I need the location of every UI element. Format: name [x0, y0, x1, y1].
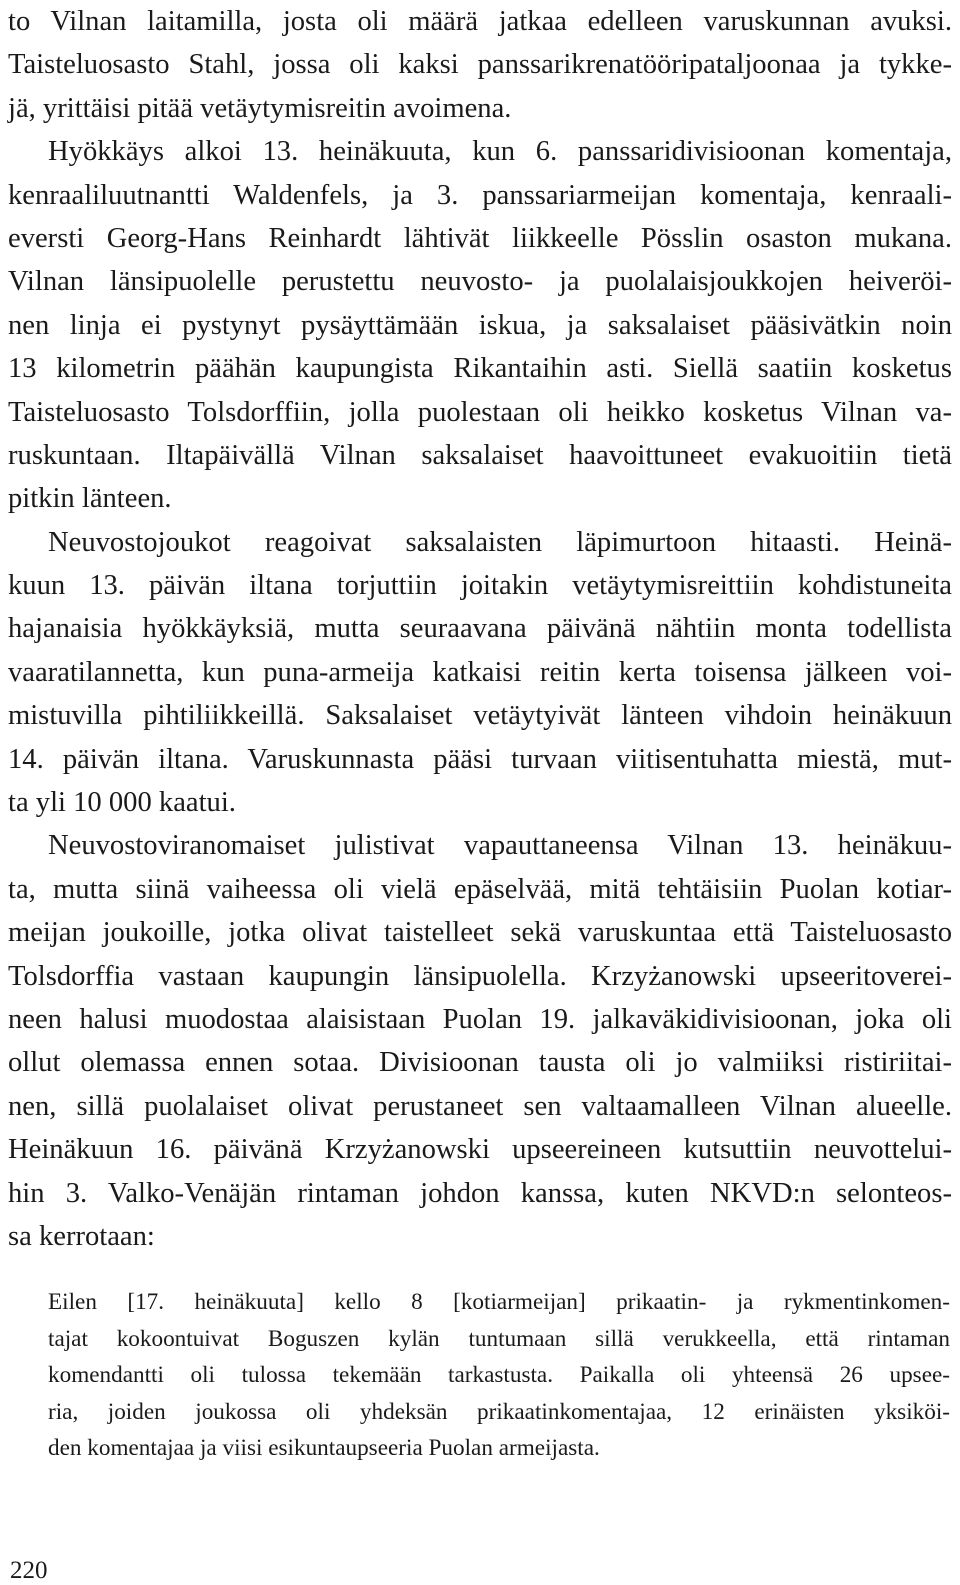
quote-line: tajat kokoontuivat Boguszen kylän tuntumaan sillä verukkeella, että rintaman	[48, 1325, 950, 1352]
body-line: Neuvostoviranomaiset julistivat vapauttaneensa Vilnan 13. heinäkuu-	[48, 830, 952, 862]
block-quote	[48, 1284, 950, 1467]
body-line: ollut olemassa ennen sotaa. Divisioonan tausta oli jo valmiiksi ristiriitai-	[8, 1047, 952, 1079]
body-line: ta, mutta siinä vaiheessa oli vielä epäselvää, mitä tehtäisiin Puolan kotiar-	[8, 873, 952, 905]
body-line: 14. päivän iltana. Varuskunnasta pääsi turvaan viitisentuhatta miestä, mut-	[8, 743, 952, 775]
body-line: hin 3. Valko-Venäjän rintaman johdon kanssa, kuten NKVD:n selonteos-	[8, 1177, 952, 1209]
body-line: Heinäkuun 16. päivänä Krzyżanowski upseereineen kutsuttiin neuvottelui-	[8, 1134, 952, 1166]
body-line: ta yli 10 000 kaatui.	[8, 787, 236, 819]
body-line: kuun 13. päivän iltana torjuttiin joitakin vetäytymisreittiin kohdistuneita	[8, 570, 952, 602]
body-line: kenraaliluutnantti Waldenfels, ja 3. panssariarmeijan komentaja, kenraali-	[8, 179, 952, 211]
quote-line: komendantti oli tulossa tekemään tarkastusta. Paikalla oli yhteensä 26 upsee-	[48, 1362, 950, 1389]
body-line: Taisteluosasto Stahl, jossa oli kaksi panssarikrenatööripataljoonaa ja tykke-	[8, 49, 952, 81]
body-line: Vilnan länsipuolelle perustettu neuvosto- ja puolalaisjoukkojen heiveröi-	[8, 266, 952, 298]
body-line: vaaratilannetta, kun puna-armeija katkaisi reitin kerta toisensa jälkeen voi-	[8, 656, 952, 688]
body-line: nen, sillä puolalaiset olivat perustaneet sen valtaamalleen Vilnan alueelle.	[8, 1090, 952, 1122]
body-line: mistuvilla pihtiliikkeillä. Saksalaiset vetäytyivät länteen vihdoin heinäkuun	[8, 700, 952, 732]
body-line: pitkin länteen.	[8, 483, 172, 515]
page-number: 220	[10, 1557, 48, 1584]
body-line: Neuvostojoukot reagoivat saksalaisten läpimurtoon hitaasti. Heinä-	[48, 526, 952, 558]
body-line: sa kerrotaan:	[8, 1220, 155, 1252]
body-line: Hyökkäys alkoi 13. heinäkuuta, kun 6. panssaridivisioonan komentaja,	[48, 136, 952, 168]
quote-line: den komentajaa ja viisi esikuntaupseeria Puolan armeijasta.	[48, 1435, 600, 1462]
body-line: meijan joukoille, jotka olivat taistelleet sekä varuskuntaa että Taisteluosasto	[8, 917, 952, 949]
body-line: Tolsdorffia vastaan kaupungin länsipuolella. Krzyżanowski upseeritoverei-	[8, 960, 952, 992]
quote-line: Eilen [17. heinäkuuta] kello 8 [kotiarmeijan] prikaatin- ja rykmentinkomen-	[48, 1289, 950, 1315]
body-line: hajanaisia hyökkäyksiä, mutta seuraavana päivänä nähtiin monta todellista	[8, 613, 952, 645]
quote-line: ria, joiden joukossa oli yhdeksän prikaatinkomentajaa, 12 erinäisten yksiköi-	[48, 1398, 950, 1425]
body-line: nen linja ei pystynyt pysäyttämään iskua, ja saksalaiset pääsivätkin noin	[8, 309, 952, 341]
body-line: 13 kilometrin päähän kaupungista Rikantaihin asti. Siellä saatiin kosketus	[8, 353, 952, 385]
body-line: neen halusi muodostaa alaisistaan Puolan 19. jalkaväkidivisioonan, joka oli	[8, 1003, 952, 1035]
body-line: jä, yrittäisi pitää vetäytymisreitin avoimena.	[8, 92, 512, 124]
body-line: Taisteluosasto Tolsdorffiin, jolla puolestaan oli heikko kosketus Vilnan va-	[8, 396, 952, 428]
body-line: to Vilnan laitamilla, josta oli määrä jatkaa edelleen varuskunnan avuksi.	[8, 6, 952, 37]
body-line: eversti Georg-Hans Reinhardt lähtivät liikkeelle Pösslin osaston mukana.	[8, 222, 952, 254]
body-text	[8, 0, 952, 1258]
body-line: ruskuntaan. Iltapäivällä Vilnan saksalaiset haavoittuneet evakuoitiin tietä	[8, 439, 952, 471]
